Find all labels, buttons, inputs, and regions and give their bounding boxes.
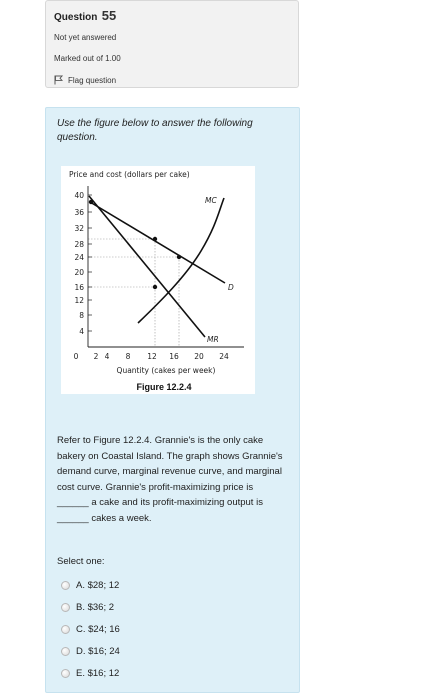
answer-status: Not yet answered <box>54 33 117 42</box>
radio-button[interactable] <box>61 647 70 656</box>
radio-button[interactable] <box>61 603 70 612</box>
demand-curve <box>90 202 225 283</box>
y-tick-label: 8 <box>79 311 84 320</box>
x-tick-label: 4 <box>104 352 110 361</box>
point-mr-start <box>89 200 93 204</box>
option-label: E. $16; 12 <box>76 667 120 679</box>
y-tick-marks <box>88 195 92 331</box>
marginal-revenue-curve <box>89 196 205 337</box>
point-demand-price <box>153 237 157 241</box>
radio-button[interactable] <box>61 669 70 678</box>
guide-lines <box>88 239 179 347</box>
y-tick-label: 40 <box>74 191 84 200</box>
figure-caption: Figure 12.2.4 <box>136 382 192 392</box>
option-e[interactable] <box>61 662 120 684</box>
x-tick-label: 2 <box>93 352 99 361</box>
option-label: A. $28; 12 <box>76 579 120 591</box>
x-axis-label: Quantity (cakes per week) <box>116 366 216 375</box>
select-one-label: Select one: <box>57 556 105 567</box>
option-label: B. $36; 2 <box>76 601 115 613</box>
y-axis-label: Price and cost (dollars per cake) <box>69 170 190 179</box>
d-label: D <box>228 283 234 292</box>
option-a[interactable] <box>61 574 120 596</box>
y-tick-label: 36 <box>74 208 84 217</box>
question-label: Question <box>54 12 98 23</box>
radio-button[interactable] <box>61 581 70 590</box>
radio-button[interactable] <box>61 625 70 634</box>
option-b[interactable] <box>61 596 120 618</box>
question-info-panel <box>45 0 299 88</box>
point-demand-mc <box>177 255 181 259</box>
option-label: C. $24; 16 <box>76 623 120 635</box>
x-tick-label: 12 <box>147 352 157 361</box>
marks-info: Marked out of 1.00 <box>54 54 121 63</box>
y-tick-label: 12 <box>74 296 84 305</box>
marginal-cost-curve <box>138 198 224 323</box>
y-tick-label: 16 <box>74 283 84 292</box>
x-tick-label: 0 <box>73 352 79 361</box>
y-tick-label: 24 <box>74 253 84 262</box>
question-text: Refer to Figure 12.2.4. Grannie's is the only cake bakery on Coastal Island. The graph shows Grannie's demand curve, marginal revenue curve, and marginal cost curve. Grannie's profit-maximizing price is ______ a cake and its profit-maximizing output is ______ cakes a week. <box>57 435 283 524</box>
question-number: 55 <box>101 8 117 23</box>
y-tick-label: 4 <box>79 327 84 336</box>
mc-label: MC <box>205 196 217 205</box>
answer-options <box>61 574 120 684</box>
option-c[interactable] <box>61 618 120 640</box>
option-d[interactable] <box>61 640 120 662</box>
point-mr-mc <box>153 285 157 289</box>
x-tick-label: 8 <box>125 352 131 361</box>
question-heading <box>54 7 298 25</box>
option-label: D. $16; 24 <box>76 645 120 657</box>
mr-label: MR <box>207 335 219 344</box>
figure-graph <box>61 166 255 394</box>
x-tick-label: 24 <box>219 352 229 361</box>
y-tick-label: 20 <box>74 268 84 277</box>
y-tick-label: 28 <box>74 240 84 249</box>
x-tick-label: 20 <box>194 352 204 361</box>
y-tick-label: 32 <box>74 224 84 233</box>
flag-icon <box>54 75 63 85</box>
x-tick-label: 16 <box>169 352 179 361</box>
flag-question-label: Flag question <box>68 75 117 85</box>
flag-question-link[interactable] <box>54 75 298 85</box>
instruction-text: Use the figure below to answer the following question. <box>57 118 253 143</box>
question-content-panel <box>45 107 300 693</box>
